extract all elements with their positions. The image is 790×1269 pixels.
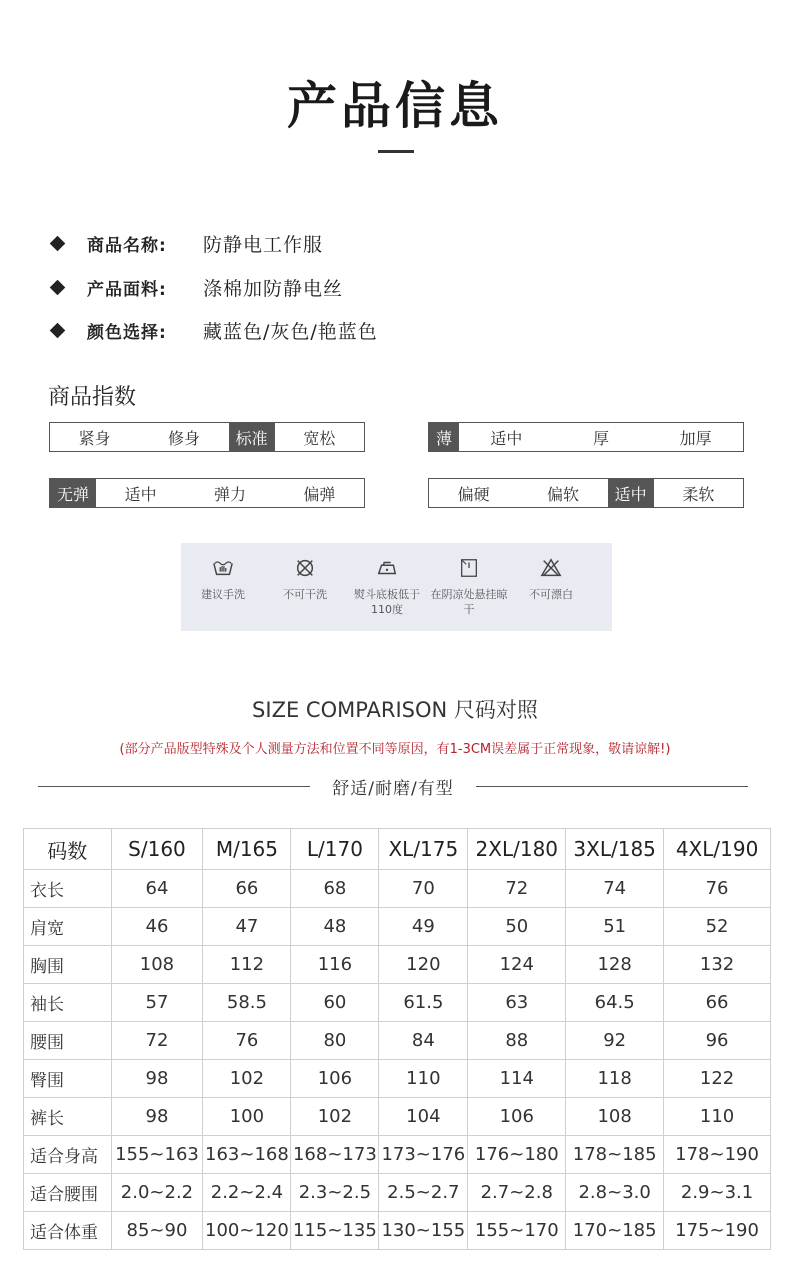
table-cell: 173~176 — [379, 1136, 468, 1174]
table-cell: 76 — [664, 870, 771, 908]
table-cell: 92 — [566, 1022, 664, 1060]
table-cell: 116 — [291, 946, 379, 984]
table-cell: 66 — [203, 870, 291, 908]
table-cell: 110 — [664, 1098, 771, 1136]
table-cell: 170~185 — [566, 1212, 664, 1250]
table-cell: 84 — [379, 1022, 468, 1060]
no-dry-clean-icon — [294, 557, 316, 579]
care-item — [511, 543, 591, 631]
table-cell: 52 — [664, 908, 771, 946]
table-cell: 176~180 — [468, 1136, 566, 1174]
table-cell: 104 — [379, 1098, 468, 1136]
info-value: 防静电工作服 — [203, 233, 324, 256]
scale-option: 适中 — [124, 484, 157, 504]
table-row — [24, 1136, 771, 1174]
table-cell: 175~190 — [664, 1212, 771, 1250]
table-cell: 100 — [203, 1098, 291, 1136]
table-header-cell: 4XL/190 — [664, 829, 771, 870]
scale-option: 偏硬 — [457, 484, 490, 504]
table-cell: 128 — [566, 946, 664, 984]
info-value: 涤棉加防静电丝 — [203, 277, 344, 300]
table-header-cell: L/170 — [291, 829, 379, 870]
scale-option: 无弹 — [50, 479, 96, 507]
subtitle: 舒适/耐磨/有型 — [332, 778, 454, 799]
softness-scale — [428, 478, 744, 508]
table-cell: 85~90 — [111, 1212, 203, 1250]
table-row — [24, 908, 771, 946]
no-bleach-icon — [540, 557, 562, 579]
table-cell: 155~170 — [468, 1212, 566, 1250]
table-cell: 108 — [566, 1098, 664, 1136]
info-row-name — [48, 228, 323, 258]
size-table — [23, 828, 771, 1250]
care-label: 建议手洗 — [201, 588, 245, 601]
table-cell: 74 — [566, 870, 664, 908]
table-cell: 114 — [468, 1060, 566, 1098]
scale-option: 薄 — [429, 423, 459, 451]
care-label: 不可漂白 — [529, 588, 573, 601]
table-cell: 110 — [379, 1060, 468, 1098]
table-cell: 64.5 — [566, 984, 664, 1022]
table-cell: 132 — [664, 946, 771, 984]
row-label-cell: 裤长 — [24, 1098, 112, 1136]
shade-dry-icon — [458, 557, 480, 579]
row-label-cell: 袖长 — [24, 984, 112, 1022]
row-label-cell: 衣长 — [24, 870, 112, 908]
row-label-cell: 腰围 — [24, 1022, 112, 1060]
scale-option: 宽松 — [303, 428, 336, 448]
table-cell: 76 — [203, 1022, 291, 1060]
table-cell: 68 — [291, 870, 379, 908]
table-cell: 49 — [379, 908, 468, 946]
table-row — [24, 1212, 771, 1250]
table-cell: 98 — [111, 1098, 203, 1136]
table-cell: 130~155 — [379, 1212, 468, 1250]
table-header-cell: 码数 — [24, 829, 112, 870]
hand-wash-icon — [212, 557, 234, 579]
table-row — [24, 946, 771, 984]
subtitle-row — [38, 774, 748, 798]
table-row — [24, 984, 771, 1022]
care-item — [429, 543, 509, 631]
table-cell: 178~185 — [566, 1136, 664, 1174]
table-cell: 155~163 — [111, 1136, 203, 1174]
table-cell: 61.5 — [379, 984, 468, 1022]
diamond-bullet-icon — [50, 322, 66, 338]
scale-option: 标准 — [229, 423, 275, 451]
scale-option: 修身 — [167, 428, 200, 448]
table-row — [24, 1022, 771, 1060]
table-cell: 118 — [566, 1060, 664, 1098]
scale-option: 厚 — [592, 428, 609, 448]
diamond-bullet-icon — [50, 279, 66, 295]
table-cell: 60 — [291, 984, 379, 1022]
diamond-bullet-icon — [50, 235, 66, 251]
table-cell: 98 — [111, 1060, 203, 1098]
row-label-cell: 适合体重 — [24, 1212, 112, 1250]
page-title: 产品信息 — [287, 77, 503, 135]
fit-scale — [49, 422, 365, 452]
table-cell: 63 — [468, 984, 566, 1022]
table-cell: 2.2~2.4 — [203, 1174, 291, 1212]
info-label: 商品名称: — [87, 235, 167, 256]
scale-option: 适中 — [490, 428, 523, 448]
table-cell: 112 — [203, 946, 291, 984]
table-cell: 115~135 — [291, 1212, 379, 1250]
scale-option: 偏弹 — [303, 484, 336, 504]
table-cell: 72 — [468, 870, 566, 908]
care-item — [347, 543, 427, 631]
table-row — [24, 1060, 771, 1098]
title-divider — [378, 150, 414, 153]
table-cell: 2.8~3.0 — [566, 1174, 664, 1212]
care-label: 不可干洗 — [283, 588, 327, 601]
care-item — [183, 543, 263, 631]
info-row-fabric — [48, 272, 343, 302]
elasticity-scale — [49, 478, 365, 508]
table-cell: 168~173 — [291, 1136, 379, 1174]
table-header-cell: 3XL/185 — [566, 829, 664, 870]
table-cell: 163~168 — [203, 1136, 291, 1174]
info-value: 藏蓝色/灰色/艳蓝色 — [203, 320, 378, 343]
scale-option: 加厚 — [679, 428, 712, 448]
scale-option: 偏软 — [546, 484, 579, 504]
table-cell: 2.3~2.5 — [291, 1174, 379, 1212]
divider-right — [476, 786, 748, 787]
table-cell: 80 — [291, 1022, 379, 1060]
table-cell: 58.5 — [203, 984, 291, 1022]
table-cell: 100~120 — [203, 1212, 291, 1250]
table-cell: 72 — [111, 1022, 203, 1060]
table-cell: 57 — [111, 984, 203, 1022]
care-item — [265, 543, 345, 631]
care-instructions — [181, 543, 612, 631]
table-row — [24, 1098, 771, 1136]
care-label: 在阴凉处悬挂晾干 — [430, 588, 508, 616]
table-cell: 120 — [379, 946, 468, 984]
row-label-cell: 适合身高 — [24, 1136, 112, 1174]
table-cell: 2.5~2.7 — [379, 1174, 468, 1212]
care-label: 熨斗底板低于110度 — [354, 588, 420, 616]
table-header-row — [24, 829, 771, 870]
scale-option: 紧身 — [78, 428, 111, 448]
table-cell: 50 — [468, 908, 566, 946]
table-cell: 48 — [291, 908, 379, 946]
table-header-cell: 2XL/180 — [468, 829, 566, 870]
scale-option: 适中 — [608, 479, 654, 507]
table-cell: 64 — [111, 870, 203, 908]
table-cell: 70 — [379, 870, 468, 908]
scale-option: 柔软 — [682, 484, 715, 504]
row-label-cell: 肩宽 — [24, 908, 112, 946]
thickness-scale — [428, 422, 744, 452]
size-comparison-title: SIZE COMPARISON 尺码对照 — [252, 698, 538, 722]
table-cell: 124 — [468, 946, 566, 984]
table-cell: 96 — [664, 1022, 771, 1060]
table-cell: 66 — [664, 984, 771, 1022]
table-cell: 122 — [664, 1060, 771, 1098]
scale-option: 弹力 — [214, 484, 247, 504]
table-cell: 2.0~2.2 — [111, 1174, 203, 1212]
row-label-cell: 适合腰围 — [24, 1174, 112, 1212]
table-cell: 51 — [566, 908, 664, 946]
table-cell: 88 — [468, 1022, 566, 1060]
table-header-cell: M/165 — [203, 829, 291, 870]
table-cell: 178~190 — [664, 1136, 771, 1174]
iron-icon — [376, 557, 398, 579]
row-label-cell: 臀围 — [24, 1060, 112, 1098]
table-header-cell: XL/175 — [379, 829, 468, 870]
info-label: 产品面料: — [87, 279, 167, 300]
table-cell: 47 — [203, 908, 291, 946]
table-cell: 108 — [111, 946, 203, 984]
table-cell: 2.9~3.1 — [664, 1174, 771, 1212]
table-cell: 46 — [111, 908, 203, 946]
table-row — [24, 870, 771, 908]
table-row — [24, 1174, 771, 1212]
table-cell: 106 — [291, 1060, 379, 1098]
table-cell: 106 — [468, 1098, 566, 1136]
index-title: 商品指数 — [48, 385, 137, 410]
measurement-note: (部分产品版型特殊及个人测量方法和位置不同等原因，有1-3CM误差属于正常现象，敬请谅解!) — [119, 742, 671, 757]
table-cell: 2.7~2.8 — [468, 1174, 566, 1212]
divider-left — [38, 786, 310, 787]
table-cell: 102 — [203, 1060, 291, 1098]
info-row-color — [48, 315, 378, 345]
table-header-cell: S/160 — [111, 829, 203, 870]
table-cell: 102 — [291, 1098, 379, 1136]
info-label: 颜色选择: — [87, 322, 167, 343]
row-label-cell: 胸围 — [24, 946, 112, 984]
